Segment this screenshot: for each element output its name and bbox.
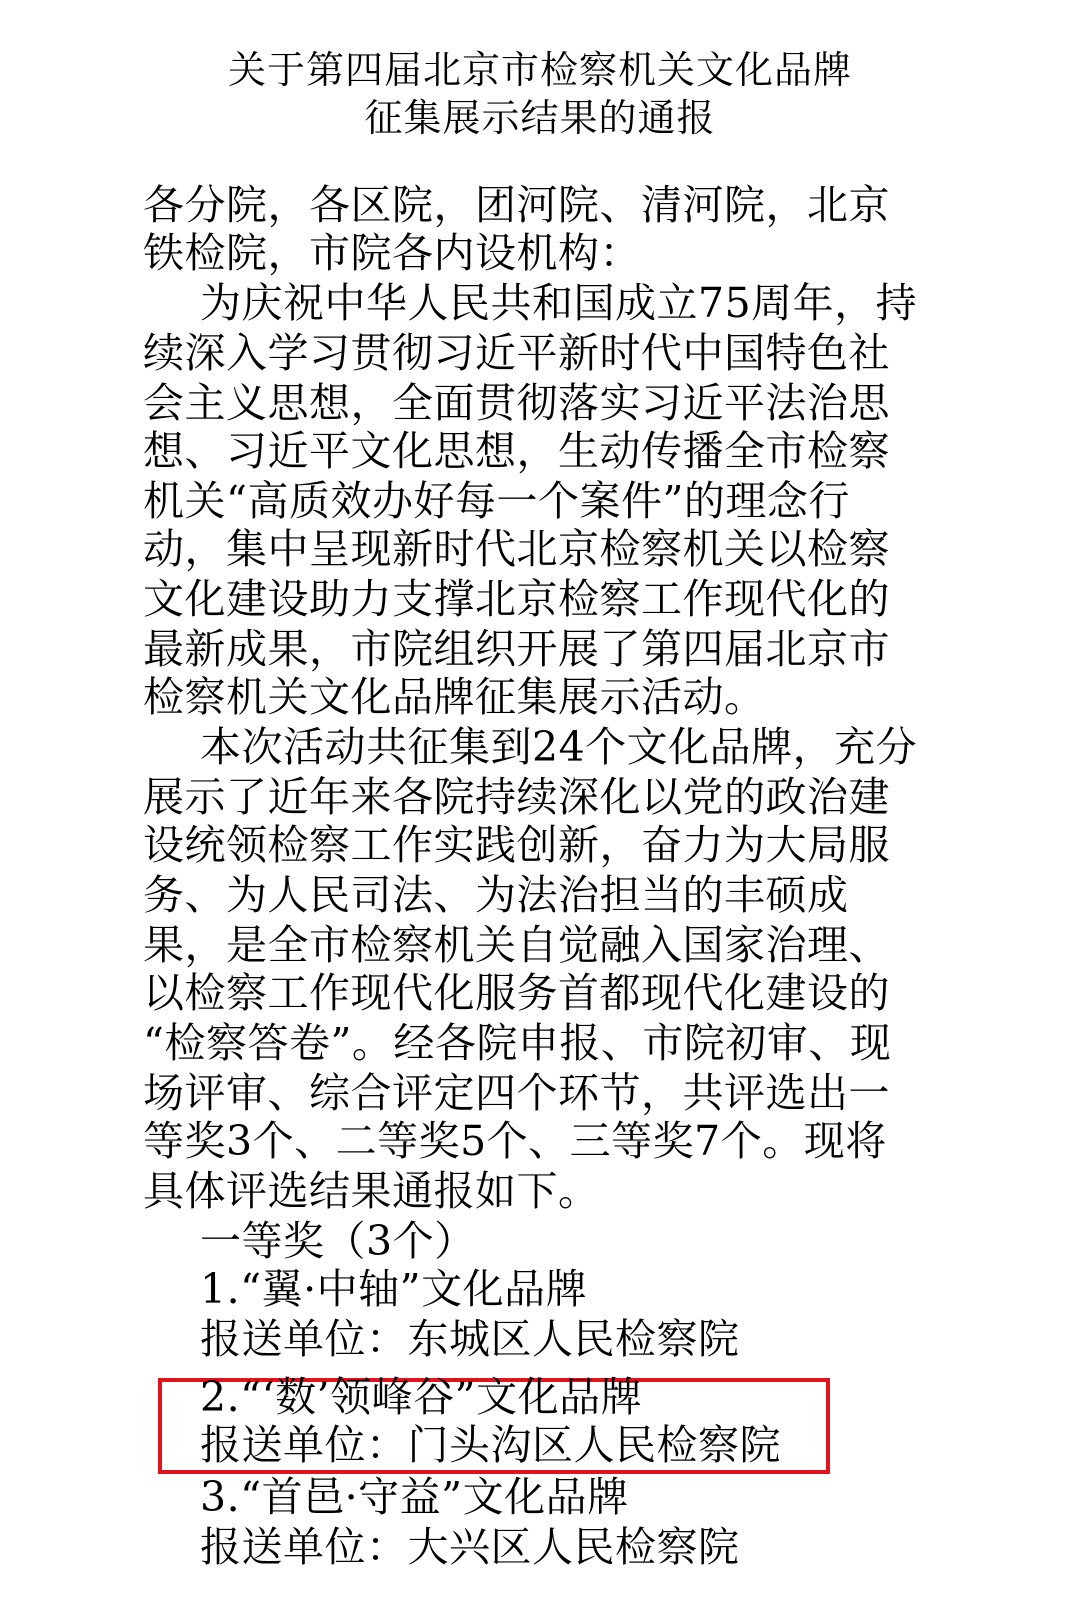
paragraph-1-line: 续深入学习贯彻习近平新时代中国特色社 <box>143 329 890 377</box>
addressee-line-1: 各分院，各区院，团河院、清河院，北京 <box>143 181 890 229</box>
paragraph-2-line: 设统领检察工作实践创新，奋力为大局服 <box>143 821 890 869</box>
paragraph-1-line: 动，集中呈现新时代北京检察机关以检察 <box>143 525 890 573</box>
paragraph-2-line: “检察答卷”。经各院申报、市院初审、现 <box>143 1019 892 1067</box>
paragraph-2-line: 以检察工作现代化服务首都现代化建设的 <box>143 969 890 1017</box>
award-heading: 一等奖（3个） <box>200 1217 476 1265</box>
paragraph-1-line: 最新成果，市院组织开展了第四届北京市 <box>143 625 890 673</box>
paragraph-1-line: 机关“高质效办好每一个案件”的理念行 <box>143 477 850 525</box>
document-title-line-1: 关于第四届北京市检察机关文化品牌 <box>227 48 852 92</box>
paragraph-2-line: 果，是全市检察机关自觉融入国家治理、 <box>143 921 890 969</box>
paragraph-1-line: 会主义思想，全面贯彻落实习近平法治思 <box>143 379 890 427</box>
paragraph-1-line: 文化建设助力支撑北京检察工作现代化的 <box>143 575 890 623</box>
award-item-name: 1.“翼·中轴”文化品牌 <box>200 1265 588 1313</box>
paragraph-2-line: 务、为人民司法、为法治担当的丰硕成 <box>143 871 849 919</box>
paragraph-2-line: 场评审、综合评定四个环节，共评选出一 <box>143 1069 890 1117</box>
paragraph-2-line: 具体评选结果通报如下。 <box>143 1167 600 1215</box>
award-item-unit: 报送单位：大兴区人民检察院 <box>200 1523 740 1571</box>
paragraph-2-line: 展示了近年来各院持续深化以党的政治建 <box>143 773 890 821</box>
document-title-line-2: 征集展示结果的通报 <box>364 96 716 140</box>
paragraph-1-line: 检察机关文化品牌征集展示活动。 <box>143 673 766 721</box>
award-item-name: 3.“首邑·守益”文化品牌 <box>200 1473 629 1521</box>
addressee-line-2: 铁检院，市院各内设机构： <box>143 229 641 277</box>
award-item-name: 2.“‘数’领峰谷”文化品牌 <box>200 1373 643 1421</box>
paragraph-1-line: 想、习近平文化思想，生动传播全市检察 <box>143 427 890 475</box>
paragraph-1-line: 为庆祝中华人民共和国成立75周年，持 <box>200 279 918 327</box>
award-item-unit: 报送单位：东城区人民检察院 <box>200 1315 740 1363</box>
paragraph-2-line: 本次活动共征集到24个文化品牌，充分 <box>200 723 918 771</box>
award-item-unit: 报送单位：门头沟区人民检察院 <box>200 1421 781 1469</box>
paragraph-2-line: 等奖3个、二等奖5个、三等奖7个。现将 <box>143 1117 887 1165</box>
